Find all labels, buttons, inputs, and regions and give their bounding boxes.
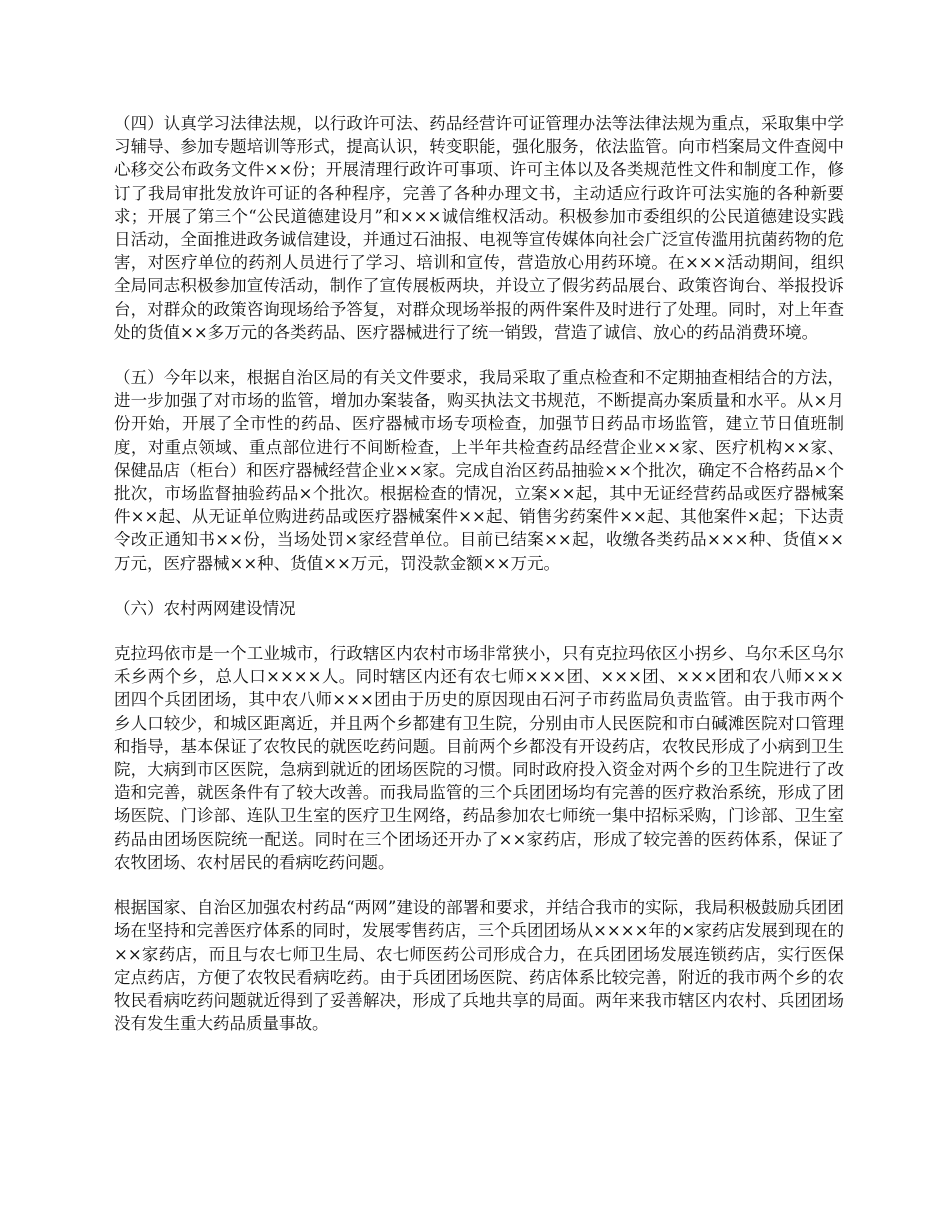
paragraph-karamay-rural-overview: 克拉玛依市是一个工业城市，行政辖区内农村市场非常狭小，只有克拉玛依区小拐乡、乌尔禾区乌尔禾乡两个乡，总人口××××人。同时辖区内还有农七师×××团、×××团、×××团和农八师×××团四个兵团团场，其中农八师×××团由于历史的原因现由石河子市药监局负责监管。由于我市两个乡人口较少，和城区距离近，并且两个乡都建有卫生院，分别由市人民医院和市白碱滩医院对口管理和指导，基本保证了农牧民的就医吃药问题。目前两个乡都没有开设药店，农牧民形成了小病到卫生院，大病到市区医院，急病到就近的团场医院的习惯。同时政府投入资金对两个乡的卫生院进行了改造和完善，就医条件有了较大改善。而我局监管的三个兵团团场均有完善的医疗救治系统，形成了团场医院、门诊部、连队卫生室的医疗卫生网络，药品参加农七师统一集中招标采购，门诊部、卫生室药品由团场医院统一配送。同时在三个团场还开办了××家药店，形成了较完善的医药体系，保证了农牧团场、农村居民的看病吃药问题。 [114,644,844,872]
document-body [114,112,844,1057]
paragraph-two-networks-development: 根据国家、自治区加强农村药品“两网”建设的部署和要求，并结合我市的实际，我局积极鼓励兵团团场在坚持和完善医疗体系的同时，发展零售药店，三个兵团团场从××××年的×家药店发展到现在的××家药店，而且与农七师卫生局、农七师医药公司形成合力，在兵团团场发展连锁药店，实行医保定点药店，方便了农牧民看病吃药。由于兵团团场医院、药店体系比较完善，附近的我市两个乡的农牧民看病吃药问题就近得到了妥善解决，形成了兵地共享的局面。两年来我市辖区内农村、兵团团场没有发生重大药品质量事故。 [114,898,844,1034]
paragraph-section-four: （四）认真学习法律法规，以行政许可法、药品经营许可证管理办法等法律法规为重点，采取集中学习辅导、参加专题培训等形式，提高认识，转变职能，强化服务，依法监管。向市档案局文件查阅中心移交公布政务文件××份；开展清理行政许可事项、许可主体以及各类规范性文件和制度工作，修订了我局审批发放许可证的各种程序，完善了各种办理文书，主动适应行政许可法实施的各种新要求；开展了第三个“公民道德建设月”和×××诚信维权活动。积极参加市委组织的公民道德建设实践日活动，全面推进政务诚信建设，并通过石油报、电视等宣传媒体向社会广泛宣传滥用抗菌药物的危害，对医疗单位的药剂人员进行了学习、培训和宣传，营造放心用药环境。在×××活动期间，组织全局同志积极参加宣传活动，制作了宣传展板两块，并设立了假劣药品展台、政策咨询台、举报投诉台，对群众的政策咨询现场给予答复，对群众现场举报的两件案件及时进行了处理。同时，对上年查处的货值××多万元的各类药品、医疗器械进行了统一销毁，营造了诚信、放心的药品消费环境。 [114,114,844,342]
paragraph-section-five: （五）今年以来，根据自治区局的有关文件要求，我局采取了重点检查和不定期抽查相结合的方法，进一步加强了对市场的监管，增加办案装备，购买执法文书规范，不断提高办案质量和水平。从×月份开始，开展了全市性的药品、医疗器械市场专项检查，加强节日药品市场监管，建立节日值班制度，对重点领域、重点部位进行不间断检查，上半年共检查药品经营企业××家、医疗机构××家、保健品店（柜台）和医疗器械经营企业××家。完成自治区药品抽验××个批次，确定不合格药品×个批次，市场监督抽验药品×个批次。根据检查的情况，立案××起，其中无证经营药品或医疗器械案件××起、从无证单位购进药品或医疗器械案件××起、销售劣药案件××起、其他案件×起；下达责令改正通知书××份，当场处罚×家经营单位。目前已结案××起，收缴各类药品×××种、货值××万元，医疗器械××种、货值××万元，罚没款金额××万元。 [114,368,844,573]
section-heading-rural-networks: （六）农村两网建设情况 [114,598,296,618]
